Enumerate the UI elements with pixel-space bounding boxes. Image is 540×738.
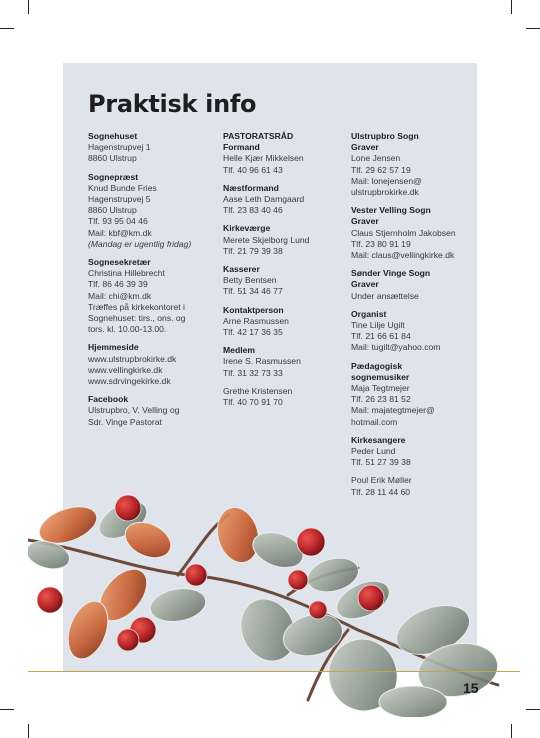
contact-heading: Vester Velling Sogn bbox=[351, 205, 431, 216]
contact-line: Betty Bentsen bbox=[223, 275, 277, 286]
contact-line: Tlf. 51 27 39 38 bbox=[351, 457, 411, 468]
contact-block bbox=[223, 223, 343, 257]
contact-line: Tlf. 23 80 91 19 bbox=[351, 238, 411, 249]
contact-line: Mail: kbf@km.dk bbox=[88, 227, 152, 238]
contact-line: Helle Kjær Mikkelsen bbox=[223, 153, 304, 164]
contact-block bbox=[223, 131, 343, 176]
contact-line: Arne Rasmussen bbox=[223, 315, 289, 326]
contact-line: Grethe Kristensen bbox=[223, 385, 293, 396]
contact-line: Mail: chi@km.dk bbox=[88, 290, 152, 301]
contact-line: Hagenstrupvej 5 bbox=[88, 194, 151, 205]
contact-line: Irene S. Rasmussen bbox=[223, 356, 301, 367]
contact-line: Tlf. 28 11 44 60 bbox=[351, 486, 411, 497]
contact-heading: Sognepræst bbox=[88, 171, 139, 182]
info-column-1 bbox=[88, 131, 213, 435]
contact-heading: Pædagogisk bbox=[351, 360, 403, 371]
contact-line: Tlf. 42 17 36 35 bbox=[223, 327, 283, 338]
contact-block bbox=[223, 345, 343, 379]
contact-heading: Hjemmeside bbox=[88, 342, 139, 353]
contact-line: Claus Stjernholm Jakobsen bbox=[351, 227, 456, 238]
contact-block bbox=[88, 131, 213, 165]
contact-block bbox=[351, 268, 471, 302]
contact-line: Tlf. 29 62 57 19 bbox=[351, 164, 411, 175]
page-number: 15 bbox=[463, 680, 479, 696]
contact-line: www.sdrvingekirke.dk bbox=[88, 376, 171, 387]
crop-mark bbox=[526, 28, 540, 29]
contact-heading: Ulstrupbro Sogn bbox=[351, 131, 419, 141]
contact-heading: sognemusiker bbox=[351, 371, 410, 382]
contact-block bbox=[223, 386, 343, 408]
contact-line: Mail: lonejensen@ bbox=[351, 175, 422, 186]
contact-heading: Kasserer bbox=[223, 264, 260, 275]
contact-block bbox=[223, 183, 343, 217]
crop-mark bbox=[511, 0, 512, 14]
contact-block bbox=[88, 394, 213, 428]
contact-line: hotmail.com bbox=[351, 416, 398, 427]
contact-line: www.ulstrupbrokirke.dk bbox=[88, 353, 177, 364]
contact-block bbox=[223, 305, 343, 339]
crop-mark bbox=[0, 709, 14, 710]
contact-heading: PASTORATSRÅD bbox=[223, 131, 294, 141]
contact-heading: Kontaktperson bbox=[223, 304, 284, 315]
contact-line: Tlf. 26 23 81 52 bbox=[351, 394, 411, 405]
contact-line: ulstrupbrokirke.dk bbox=[351, 187, 419, 198]
footer-rule bbox=[28, 671, 520, 672]
page-title: Praktisk info bbox=[88, 90, 257, 118]
contact-line: Lone Jensen bbox=[351, 153, 401, 164]
contact-block bbox=[351, 205, 471, 261]
contact-line: tors. kl. 10.00-13.00. bbox=[88, 324, 167, 335]
contact-heading: Næstformand bbox=[223, 182, 279, 193]
contact-line: Poul Erik Møller bbox=[351, 475, 412, 486]
contact-block bbox=[223, 264, 343, 298]
contact-line: www.vellingkirke.dk bbox=[88, 364, 163, 375]
contact-heading: Graver bbox=[351, 142, 379, 153]
contact-line: Tlf. 40 70 91 70 bbox=[223, 397, 283, 408]
info-column-2 bbox=[223, 131, 343, 415]
contact-heading: Graver bbox=[351, 279, 379, 290]
contact-heading: Facebook bbox=[88, 394, 129, 405]
contact-line: Tlf. 21 66 61 84 bbox=[351, 331, 411, 342]
contact-line: Tlf. 21 79 39 38 bbox=[223, 245, 283, 256]
info-column-3 bbox=[351, 131, 471, 505]
contact-line: Tlf. 51 34 46 77 bbox=[223, 286, 283, 297]
contact-note: (Mandag er ugentlig fridag) bbox=[88, 238, 192, 249]
contact-heading: Kirkeværge bbox=[223, 223, 271, 234]
contact-heading: Sognesekretær bbox=[88, 257, 151, 268]
contact-heading: Sønder Vinge Sogn bbox=[351, 268, 431, 279]
contact-block bbox=[351, 435, 471, 469]
contact-line: Sognehuset: tirs., ons. og bbox=[88, 313, 186, 324]
contact-block bbox=[351, 309, 471, 354]
contact-line: Aase Leth Damgaard bbox=[223, 194, 305, 205]
contact-heading: Sognehuset bbox=[88, 131, 138, 141]
contact-block bbox=[88, 257, 213, 335]
contact-line: Under ansættelse bbox=[351, 290, 419, 301]
contact-block bbox=[88, 342, 213, 387]
contact-line: Mail: majategtmejer@ bbox=[351, 405, 435, 416]
contact-heading: Formand bbox=[223, 142, 260, 153]
contact-heading: Medlem bbox=[223, 345, 255, 356]
crop-mark bbox=[0, 28, 14, 29]
crop-mark bbox=[526, 709, 540, 710]
contact-line: Peder Lund bbox=[351, 446, 396, 457]
contact-heading: Kirkesangere bbox=[351, 434, 406, 445]
contact-line: Tine Lilje Ugilt bbox=[351, 320, 405, 331]
frosted-branch-image bbox=[28, 480, 503, 717]
crop-mark bbox=[511, 724, 512, 738]
contact-line: Mail: tugilt@yahoo.com bbox=[351, 342, 441, 353]
crop-mark bbox=[28, 724, 29, 738]
contact-line: Merete Skjelborg Lund bbox=[223, 234, 310, 245]
contact-heading: Graver bbox=[351, 216, 379, 227]
contact-line: Træffes på kirkekontoret i bbox=[88, 301, 185, 312]
contact-line: Knud Bunde Fries bbox=[88, 182, 157, 193]
contact-block bbox=[351, 361, 471, 428]
contact-block bbox=[88, 172, 213, 250]
contact-line: Tlf. 31 32 73 33 bbox=[223, 367, 283, 378]
contact-line: Christina Hillebrecht bbox=[88, 268, 165, 279]
contact-line: Tlf. 93 95 04 46 bbox=[88, 216, 148, 227]
contact-block bbox=[351, 131, 471, 198]
contact-line: Tlf. 23 83 40 46 bbox=[223, 205, 283, 216]
contact-line: 8860 Ulstrup bbox=[88, 153, 137, 164]
contact-line: 8860 Ulstrup bbox=[88, 205, 137, 216]
contact-line: Tlf. 86 46 39 39 bbox=[88, 279, 148, 290]
contact-line: Mail: claus@vellingkirke.dk bbox=[351, 250, 455, 261]
contact-line: Ulstrupbro, V. Velling og bbox=[88, 405, 180, 416]
contact-heading: Organist bbox=[351, 308, 387, 319]
contact-line: Hagenstrupvej 1 bbox=[88, 142, 151, 153]
crop-mark bbox=[28, 0, 29, 14]
contact-line: Sdr. Vinge Pastorat bbox=[88, 416, 162, 427]
contact-line: Tlf. 40 96 61 43 bbox=[223, 164, 283, 175]
contact-line: Maja Tegtmejer bbox=[351, 383, 410, 394]
